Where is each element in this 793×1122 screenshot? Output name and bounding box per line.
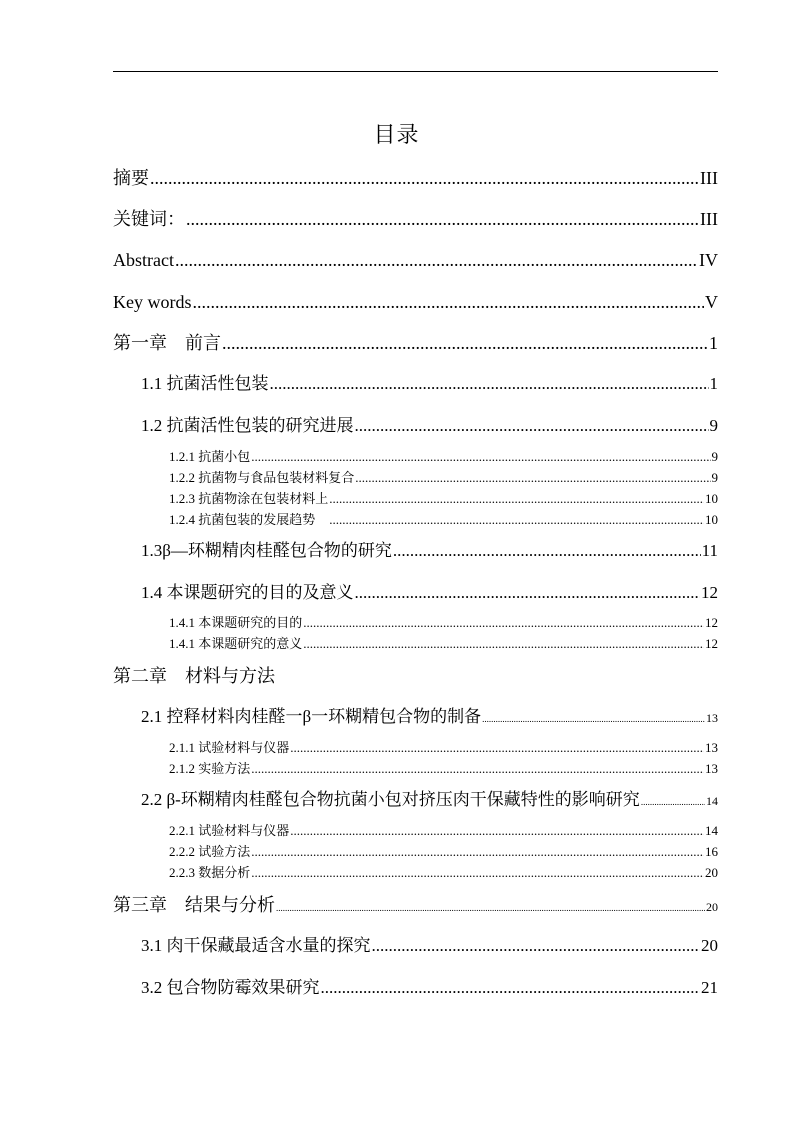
toc-entry-page: 21 [701, 978, 718, 997]
leader-dots [270, 373, 709, 395]
toc-entry-page: 1 [709, 333, 718, 353]
toc-entry-page: 10 [705, 512, 718, 527]
toc-entry-2-1-2[interactable] [169, 760, 718, 777]
toc-entry-1-2-4[interactable] [169, 511, 718, 528]
leader-dots [321, 977, 701, 999]
toc-entry-label: 摘要 [113, 168, 149, 188]
leader-dots [186, 207, 699, 231]
toc-entry-page: 20 [705, 865, 718, 880]
toc-entry-keywords-cn[interactable] [113, 207, 718, 231]
leader-dots [193, 290, 705, 314]
toc-entry-1-2-1[interactable] [169, 448, 718, 465]
leader-dots [251, 864, 704, 881]
leader-dots [482, 707, 705, 730]
toc-entry-2-1[interactable] [141, 706, 718, 730]
toc-entry-label: 第一章 前言 [113, 333, 221, 353]
leader-dots [251, 760, 704, 777]
toc-entry-label: 2.1.2 实验方法 [169, 761, 251, 776]
toc-entry-page: 11 [701, 541, 718, 560]
leader-dots [372, 935, 701, 957]
toc-entry-chapter-3[interactable] [113, 893, 718, 920]
toc-entry-label: 2.2.3 数据分析 [169, 865, 251, 880]
toc-entry-label: 1.4.1 本课题研究的意义 [169, 636, 303, 651]
toc-entry-page: 16 [705, 844, 718, 859]
toc-entry-page: 20 [701, 936, 718, 955]
toc-title: 目录 [373, 122, 420, 147]
toc-entry-page: 13 [705, 740, 718, 755]
leader-dots [175, 248, 698, 272]
toc-entry-page: 9 [711, 449, 718, 464]
toc-entry-page: 13 [706, 711, 718, 725]
toc-entry-label: 1.2.4 抗菌包装的发展趋势 [169, 512, 329, 527]
toc-entry-page: III [700, 209, 718, 229]
toc-entry-label: 2.2.1 试验材料与仪器 [169, 823, 290, 838]
toc-entry-2-1-1[interactable] [169, 739, 718, 756]
leader-dots [641, 790, 705, 813]
toc-entry-label: 1.2 抗菌活性包装的研究进展 [141, 416, 354, 435]
toc-entry-3-2[interactable] [141, 977, 718, 999]
leader-dots [355, 582, 701, 604]
toc-entry-label: 第三章 结果与分析 [113, 895, 275, 915]
toc-entry-label: 2.2.2 试验方法 [169, 844, 251, 859]
leader-dots [251, 448, 710, 465]
toc-entry-label: 1.2.1 抗菌小包 [169, 449, 251, 464]
leader-dots [303, 614, 704, 631]
toc-entry-label: 1.3β—环糊精肉桂醛包合物的研究 [141, 541, 392, 560]
leader-dots [355, 415, 709, 437]
toc-entry-page: IV [699, 250, 718, 270]
toc-entry-2-2-1[interactable] [169, 822, 718, 839]
leader-dots [393, 540, 701, 562]
toc-entry-1-2-2[interactable] [169, 469, 718, 486]
toc-entry-page: 9 [711, 470, 718, 485]
toc-entry-1-2[interactable] [141, 415, 718, 437]
toc-entry-1-4[interactable] [141, 582, 718, 604]
toc-entry-2-2-2[interactable] [169, 843, 718, 860]
toc-entry-label: 2.1 控释材料肉桂醛一β一环糊精包合物的制备 [141, 707, 482, 726]
toc-entry-1-2-3[interactable] [169, 490, 718, 507]
leader-dots [251, 843, 704, 860]
toc-entry-page: 12 [705, 615, 718, 630]
toc-entry-1-4-1-significance[interactable] [169, 635, 718, 652]
toc-entry-1-3[interactable] [141, 540, 718, 562]
toc-entry-page: 20 [706, 900, 718, 914]
leader-dots [329, 511, 704, 528]
toc-entry-label: 关键词： [113, 209, 185, 229]
toc-entry-label: 1.1 抗菌活性包装 [141, 374, 269, 393]
toc-entry-page: III [700, 168, 718, 188]
toc-entry-chapter-2[interactable] [113, 664, 718, 688]
toc-entry-page: 14 [705, 823, 718, 838]
toc-entry-label: 1.4.1 本课题研究的目的 [169, 615, 303, 630]
toc-entry-page: V [705, 292, 718, 312]
toc-entry-3-1[interactable] [141, 935, 718, 957]
leader-dots [150, 166, 699, 190]
toc-entry-page: 12 [701, 583, 718, 602]
toc-entry-page: 12 [705, 636, 718, 651]
leader-dots [290, 822, 704, 839]
toc-entry-label: 2.2 β-环糊精肉桂醛包合物抗菌小包对挤压肉干保藏特性的影响研究 [141, 790, 640, 809]
leader-dots [276, 895, 705, 920]
toc-entry-page: 10 [705, 491, 718, 506]
toc-entry-label: 2.1.1 试验材料与仪器 [169, 740, 290, 755]
toc-entry-label: 3.2 包合物防霉效果研究 [141, 978, 320, 997]
toc-entry-page: 13 [705, 761, 718, 776]
toc-entry-chapter-1[interactable] [113, 331, 718, 355]
toc-entry-label: Abstract [113, 250, 174, 270]
leader-dots [355, 469, 710, 486]
leader-dots [290, 739, 704, 756]
toc-entry-keywords-en[interactable] [113, 290, 718, 314]
leader-dots [329, 490, 704, 507]
toc-entry-page: 9 [709, 416, 718, 435]
toc-entry-2-2-3[interactable] [169, 864, 718, 881]
toc-entry-page: 1 [709, 374, 718, 393]
toc-entry-page: 14 [706, 794, 718, 808]
toc-entry-label: Key words [113, 292, 192, 312]
leader-dots [303, 635, 704, 652]
toc-entry-label: 1.2.3 抗菌物涂在包装材料上 [169, 491, 329, 506]
toc-entry-label: 1.2.2 抗菌物与食品包装材料复合 [169, 470, 355, 485]
toc-entry-label: 第二章 材料与方法 [113, 666, 275, 686]
toc-entry-2-2[interactable] [141, 789, 718, 813]
toc-entry-label: 1.4 本课题研究的目的及意义 [141, 583, 354, 602]
toc-entry-1-4-1-aim[interactable] [169, 614, 718, 631]
leader-dots [222, 331, 708, 355]
toc-entry-label: 3.1 肉干保藏最适含水量的探究 [141, 936, 371, 955]
toc-entry-abstract-cn[interactable] [113, 166, 718, 190]
toc-entry-abstract-en[interactable] [113, 248, 718, 272]
toc-entry-1-1[interactable] [141, 373, 718, 395]
